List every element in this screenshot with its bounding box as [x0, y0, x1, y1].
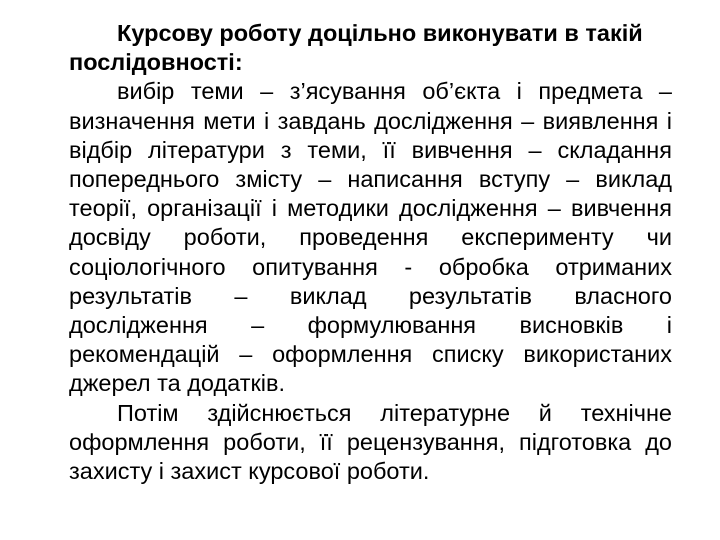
- slide-heading: Курсову роботу доцільно виконувати в такій послідовності:: [69, 20, 643, 76]
- paragraph-final-steps: Потім здійснюється літературне й технічне оформлення роботи, її рецензування, підготовка до захисту і захист курсової роботи.: [69, 399, 672, 485]
- paragraph-sequence: вибір теми – з’ясування об’єкта і предмета – визначення мети і завдань дослідження – виявлення і відбір літератури з теми, її вивчення – складання попереднього змісту – написання вступу – виклад теорії, організації і методики дослідження – вивчення досвіду роботи, проведення експерименту чи соціологічного опитування - обробка отриманих результатів – виклад результатів власного дослідження – формулювання висновків і рекомендацій – оформлення списку використаних джерел та додатків.: [69, 78, 672, 397]
